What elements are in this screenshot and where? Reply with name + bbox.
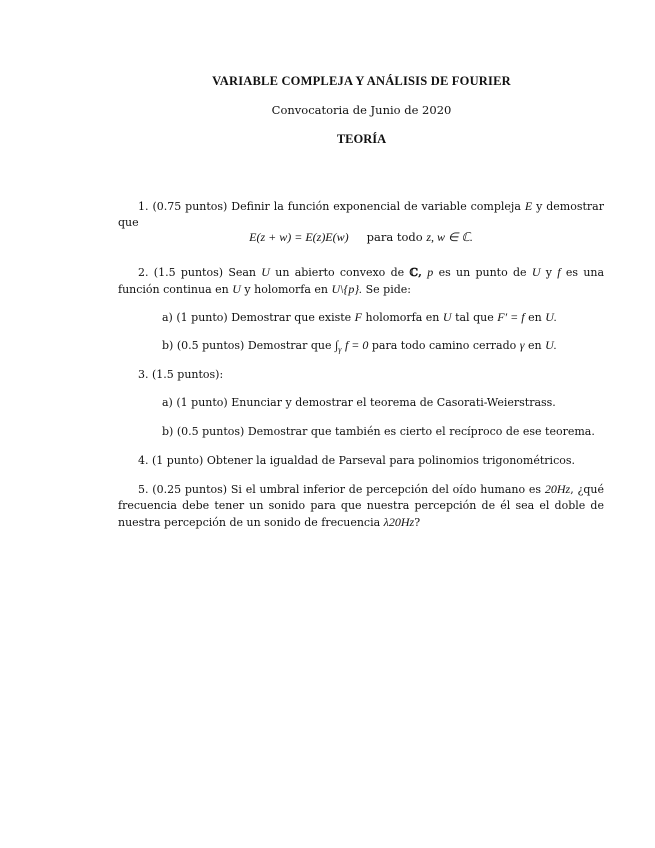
q2-t3: es un punto de <box>438 266 527 279</box>
q2b-gamma: γ <box>519 338 525 352</box>
q3-number: 3. <box>138 368 149 381</box>
question-3 <box>118 367 604 383</box>
q1-text-b: y demostrar que <box>118 200 604 229</box>
q3a-points: (1 punto) <box>176 396 228 409</box>
q5-number: 5. <box>138 483 149 496</box>
exam-title: VARIABLE COMPLEJA Y ANÁLISIS DE FOURIER <box>212 74 511 88</box>
q2a-u: U <box>442 310 452 324</box>
q2-t1: Sean <box>228 266 257 279</box>
q2-part-a <box>162 309 602 326</box>
q2a-t4: en <box>528 311 542 324</box>
q2-t4: y <box>545 266 552 279</box>
q2-p: p <box>427 265 434 279</box>
q2b-eq: f = 0 <box>344 338 369 352</box>
q1-var-e: E <box>524 199 533 213</box>
q2b-label: b) <box>162 339 174 352</box>
q2-complex-set: ℂ, <box>409 266 423 279</box>
q4-number: 4. <box>138 454 149 467</box>
q2-u-minus-p: U\{p}. <box>331 282 363 296</box>
q2-t7: Se pide: <box>365 283 411 296</box>
q2-points: (1.5 puntos) <box>153 266 224 279</box>
q3b-text: Demostrar que también es cierto el recíproco de ese teorema. <box>247 425 595 438</box>
question-5 <box>118 481 604 531</box>
q3b-points: (0.5 puntos) <box>176 425 245 438</box>
q1-equation <box>118 230 604 245</box>
q3a-label: a) <box>162 396 173 409</box>
q5-points: (0.25 puntos) <box>152 483 228 496</box>
q2b-end: U. <box>545 338 557 352</box>
q4-points: (1 punto) <box>152 454 204 467</box>
q1-equation-tail: para todo <box>366 230 423 244</box>
q2-number: 2. <box>138 266 149 279</box>
q2a-points: (1 punto) <box>176 311 228 324</box>
q5-t2: , ¿qué frecuencia debe tener un sonido para que nuestra percepción de él sea el doble de nuestra percepción de un sonido de frecuencia <box>118 483 605 529</box>
q2-t6: y holomorfa en <box>244 283 329 296</box>
q2a-t3: tal que <box>455 311 494 324</box>
q3b-label: b) <box>162 425 174 438</box>
q1-equation-vars: z, w ∈ ℂ. <box>426 230 473 244</box>
q2b-points: (0.5 puntos) <box>176 339 245 352</box>
q2b-t1: Demostrar que <box>247 339 332 352</box>
q5-hz-2: λ20Hz <box>383 515 415 529</box>
q2-t2: un abierto convexo de <box>275 266 405 279</box>
q1-number: 1. <box>138 200 149 213</box>
q5-t1: Si el umbral inferior de percepción del oído humano es <box>230 483 542 496</box>
q3-points: (1.5 puntos): <box>152 368 224 381</box>
q2a-f-upper: F <box>354 310 363 324</box>
q2a-end: U. <box>545 310 557 324</box>
q2a-label: a) <box>162 311 173 324</box>
q2b-t3: en <box>528 339 542 352</box>
q2b-integral-sub: γ <box>338 345 342 355</box>
section-heading: TEORÍA <box>336 132 387 146</box>
q5-t3: ? <box>414 516 421 529</box>
q3-part-a <box>162 395 602 411</box>
q1-points: (0.75 puntos) <box>152 200 228 213</box>
q2-t5: es una función continua en <box>118 266 605 296</box>
question-1 <box>118 198 604 231</box>
q2a-t1: Demostrar que existe <box>231 311 352 324</box>
q3-part-b <box>162 424 602 440</box>
q2-part-b <box>162 337 602 358</box>
q2b-t2: para todo camino cerrado <box>371 339 517 352</box>
q4-text: Obtener la igualdad de Parseval para polinomios trigonométricos. <box>206 454 575 467</box>
q1-equation-expr: E(z + w) = E(z)E(w) <box>249 230 349 244</box>
question-4 <box>118 453 604 469</box>
q2a-t2: holomorfa en <box>365 311 440 324</box>
q5-hz-1: 20Hz <box>544 482 571 496</box>
q2b-integral: ∫ <box>334 338 339 352</box>
q2a-eq: F′ = f <box>497 310 525 324</box>
q2-f: f <box>557 265 561 279</box>
question-2 <box>118 264 604 298</box>
exam-subtitle: Convocatoria de Junio de 2020 <box>271 103 452 117</box>
q2-u-2: U <box>531 265 541 279</box>
q2-u: U <box>261 265 270 279</box>
q3a-text: Enunciar y demostrar el teorema de Casorati-Weierstrass. <box>231 396 556 409</box>
q2-u-3: U <box>232 282 241 296</box>
q1-text-a: Definir la función exponencial de variable compleja <box>231 200 521 213</box>
